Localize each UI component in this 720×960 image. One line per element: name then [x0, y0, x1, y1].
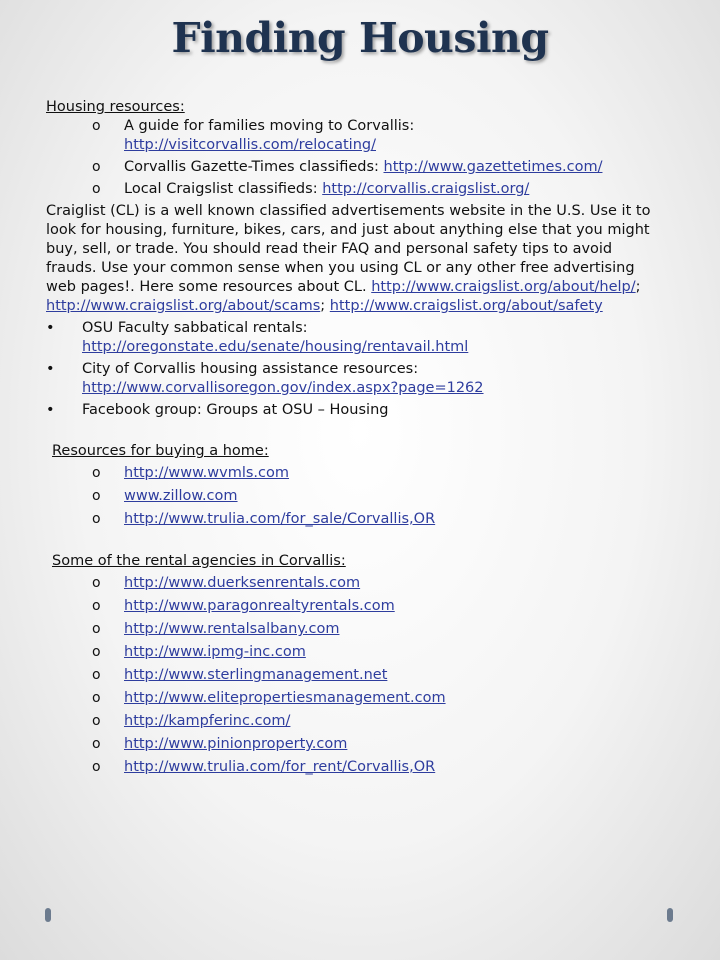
bullet: o — [92, 690, 101, 706]
craigslist-corvallis-link[interactable]: http://corvallis.craigslist.org/ — [322, 181, 530, 197]
list-item — [46, 574, 656, 593]
list-item — [46, 180, 656, 199]
gazette-times-link[interactable]: http://www.gazettetimes.com/ — [383, 159, 603, 175]
pinion-property-link[interactable]: http://www.pinionproperty.com — [124, 736, 348, 752]
bullet: • — [46, 320, 55, 336]
list-item — [46, 666, 656, 685]
bullet: o — [92, 181, 101, 197]
rentals-albany-link[interactable]: http://www.rentalsalbany.com — [124, 621, 340, 637]
bullet: o — [92, 118, 101, 134]
bullet: o — [92, 759, 101, 775]
craigslist-scams-link[interactable]: http://www.craigslist.org/about/scams — [46, 298, 321, 314]
item-text: A guide for families moving to Corvallis: — [124, 118, 415, 134]
list-item — [46, 487, 656, 506]
list-item — [46, 758, 656, 777]
wvmls-link[interactable]: http://www.wvmls.com — [124, 465, 290, 481]
housing-resources-list — [46, 117, 656, 199]
spacer — [46, 533, 656, 552]
list-item — [46, 319, 656, 357]
buying-heading: Resources for buying a home: — [52, 443, 269, 459]
bullet: o — [92, 713, 101, 729]
bullet: o — [92, 736, 101, 752]
craigslist-paragraph — [46, 202, 656, 316]
duerksen-rentals-link[interactable]: http://www.duerksenrentals.com — [124, 575, 361, 591]
list-item — [46, 117, 656, 155]
kampfer-link[interactable]: http://kampferinc.com/ — [124, 713, 291, 729]
separator: ; — [635, 279, 641, 295]
item-text: Local Craigslist classifieds: — [124, 181, 323, 197]
paragon-realty-link[interactable]: http://www.paragonrealtyrentals.com — [124, 598, 395, 614]
list-item — [46, 401, 656, 420]
elite-properties-link[interactable]: http://www.elitepropertiesmanagement.com — [124, 690, 446, 706]
right-corner-dot — [667, 908, 673, 922]
relocating-guide-link[interactable]: http://visitcorvallis.com/relocating/ — [124, 137, 376, 153]
item-text: Corvallis Gazette-Times classifieds: — [124, 159, 384, 175]
bullet: o — [92, 159, 101, 175]
bullet: o — [92, 621, 101, 637]
separator: ; — [320, 298, 330, 314]
document-body — [46, 98, 656, 781]
buying-links-list — [46, 464, 656, 529]
list-item — [46, 735, 656, 754]
sterling-management-link[interactable]: http://www.sterlingmanagement.net — [124, 667, 388, 683]
left-corner-dot — [45, 908, 51, 922]
bullet: o — [92, 511, 101, 527]
bullet: o — [92, 465, 101, 481]
bullet: • — [46, 361, 55, 377]
other-resources-list — [46, 319, 656, 420]
list-item — [46, 689, 656, 708]
spacer — [46, 423, 656, 442]
corvallis-housing-assistance-link[interactable]: http://www.corvallisoregon.gov/index.aspx?page=1262 — [82, 380, 484, 396]
rental-heading: Some of the rental agencies in Corvallis: — [52, 553, 346, 569]
list-item — [46, 712, 656, 731]
bullet: o — [92, 644, 101, 660]
craigslist-safety-link[interactable]: http://www.craigslist.org/about/safety — [329, 298, 603, 314]
paragraph-text: Craiglist (CL) is a well known classified advertisements website in the U.S. Use it to look for housing, furniture, bikes, cars, and just about anything else that you might buy, sell, or trade. You should read their FAQ and personal safety tips to avoid frauds. Use your common sense when you using CL or any other free advertising web pages!. Here some resources about CL. — [46, 203, 651, 295]
list-item — [46, 643, 656, 662]
list-item — [46, 158, 656, 177]
osu-sabbatical-rentals-link[interactable]: http://oregonstate.edu/senate/housing/rentavail.html — [82, 339, 469, 355]
list-item — [46, 597, 656, 616]
item-text: Facebook group: Groups at OSU – Housing — [82, 402, 389, 418]
ipmg-link[interactable]: http://www.ipmg-inc.com — [124, 644, 306, 660]
bullet: o — [92, 667, 101, 683]
item-text: OSU Faculty sabbatical rentals: — [82, 320, 308, 336]
zillow-link[interactable]: www.zillow.com — [124, 488, 238, 504]
rental-links-list — [46, 574, 656, 777]
list-item — [46, 620, 656, 639]
list-item — [46, 510, 656, 529]
list-item — [46, 360, 656, 398]
page-title: Finding Housing — [171, 14, 549, 62]
housing-resources-heading: Housing resources: — [46, 99, 185, 115]
bullet: • — [46, 402, 55, 418]
craigslist-help-link[interactable]: http://www.craigslist.org/about/help/ — [371, 279, 636, 295]
bullet: o — [92, 575, 101, 591]
bullet: o — [92, 598, 101, 614]
item-text: City of Corvallis housing assistance resources: — [82, 361, 419, 377]
list-item — [46, 464, 656, 483]
trulia-for-sale-link[interactable]: http://www.trulia.com/for_sale/Corvallis,OR — [124, 511, 436, 527]
trulia-for-rent-link[interactable]: http://www.trulia.com/for_rent/Corvallis,OR — [124, 759, 436, 775]
bullet: o — [92, 488, 101, 504]
